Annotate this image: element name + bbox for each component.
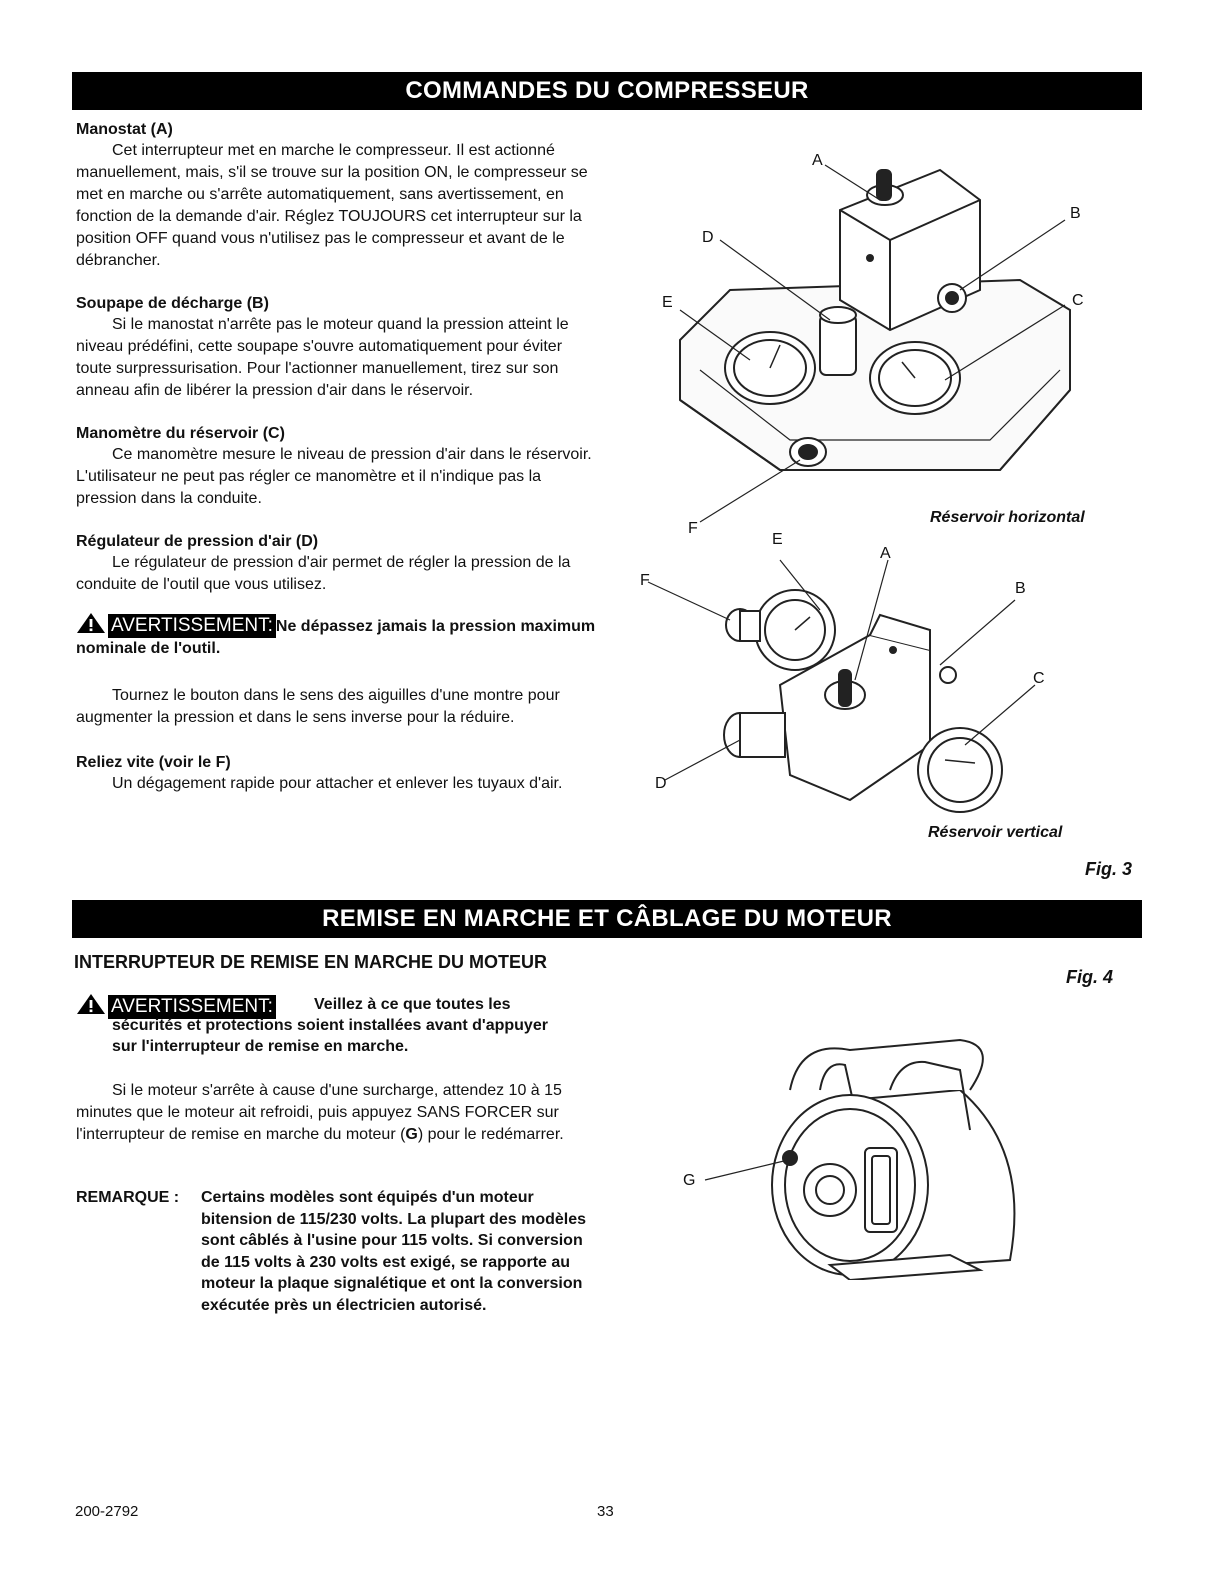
motor-callout-line <box>700 1140 800 1190</box>
motor-illustration <box>760 1030 1040 1280</box>
manostat-text: Cet interrupteur met en marche le compresseur. Il est actionné manuellement, mais, s'il se trouve sur la position ON, le compresseur se met en marche ou s'arrête automatiquement, sans avertissement, en fonction de la demande d'air. Réglez TOUJOURS cet interrupteur sur la position OFF quand vous n'utilisez pas le compresseur et avant de le débrancher. <box>76 142 588 269</box>
callout-d-horizontal: D <box>702 229 714 246</box>
page-number: 33 <box>597 1503 614 1520</box>
vertical-tank-callout-lines <box>630 540 1050 800</box>
document-number: 200-2792 <box>75 1503 139 1520</box>
tank-gauge-text: Ce manomètre mesure le niveau de pression d'air dans le réservoir. L'utilisateur ne peut pas régler ce manomètre et il n'indique pas la pression dans la conduite. <box>76 446 592 507</box>
callout-c-horizontal: C <box>1072 292 1084 309</box>
callout-d-vertical: D <box>655 775 667 792</box>
quick-connect-heading: Reliez vite (voir le F) <box>76 754 231 771</box>
callout-c-vertical: C <box>1033 670 1045 687</box>
warning-badge: AVERTISSEMENT: <box>108 614 276 638</box>
regulator-text: Le régulateur de pression d'air permet de régler la pression de la conduite de l'outil que vous utilisez. <box>76 554 571 593</box>
section-banner-motor: REMISE EN MARCHE ET CÂBLAGE DU MOTEUR <box>72 900 1142 938</box>
warning-max-pressure <box>76 612 596 659</box>
caption-vertical-tank: Réservoir vertical <box>928 824 1063 841</box>
note-label: REMARQUE : <box>76 1189 180 1206</box>
callout-a-horizontal: A <box>812 152 823 169</box>
reset-switch-subheading: INTERRUPTEUR DE REMISE EN MARCHE DU MOTEUR <box>74 952 548 972</box>
callout-e-horizontal: E <box>662 294 673 311</box>
warning-text: Ne dépassez jamais la pression maximum nominale de l'outil. <box>76 618 596 657</box>
figure-3-label: Fig. 3 <box>1085 859 1133 879</box>
tank-gauge-heading: Manomètre du réservoir (C) <box>76 425 285 442</box>
warning-safety-guards-text: Veillez à ce que toutes les sécurités et protections soient installées avant d'appuyer sur l'interrupteur de remise en marche. <box>112 996 548 1055</box>
section-banner-controls: COMMANDES DU COMPRESSEUR <box>72 72 1142 110</box>
warning-badge: AVERTISSEMENT: <box>108 995 276 1019</box>
caption-horizontal-tank: Réservoir horizontal <box>930 509 1085 526</box>
relief-valve-text: Si le manostat n'arrête pas le moteur quand la pression atteint le niveau prédéfini, cette soupape s'ouvre automatiquement pour éviter toute surpressurisation. Pour l'actionner manuellement, tirez sur son anneau afin de libérer la pression d'air dans le réservoir. <box>76 316 569 399</box>
reset-text-before: Si le moteur s'arrête à cause d'une surcharge, attendez 10 à 15 minutes que le moteur ait refroidi, puis appuyez SANS FORCER sur l'interrupteur de remise en marche du moteur ( <box>76 1082 562 1143</box>
callout-b-vertical: B <box>1015 580 1026 597</box>
callout-b-horizontal: B <box>1070 205 1081 222</box>
callout-e-vertical: E <box>772 531 783 548</box>
controls-text-column <box>76 120 596 795</box>
warning-triangle-icon <box>76 993 106 1015</box>
note-text: Certains modèles sont équipés d'un moteur bitension de 115/230 volts. La plupart des modèles sont câblés à l'usine pour 115 volts. Si conversion de 115 volts à 230 volts est exigé, se rapporte au moteur la plaque signalétique et ont la conversion exécutée près un électricien autorisé. <box>201 1189 587 1314</box>
relief-valve-heading: Soupape de décharge (B) <box>76 295 269 312</box>
callout-g: G <box>683 1172 696 1189</box>
reset-instructions <box>76 1080 596 1146</box>
callout-a-vertical: A <box>880 545 891 562</box>
callout-f-horizontal: F <box>688 520 698 537</box>
quick-connect-text: Un dégagement rapide pour attacher et enlever les tuyaux d'air. <box>112 775 563 792</box>
regulator-heading: Régulateur de pression d'air (D) <box>76 533 319 550</box>
figure-4-label: Fig. 4 <box>1066 967 1114 987</box>
knob-text: Tournez le bouton dans le sens des aiguilles d'une montre pour augmenter la pression et dans le sens inverse pour la réduire. <box>76 687 560 726</box>
warning-triangle-icon <box>76 612 106 634</box>
reset-text-after: ) pour le redémarrer. <box>417 1126 564 1143</box>
manostat-heading: Manostat (A) <box>76 121 173 138</box>
callout-f-vertical: F <box>640 572 650 589</box>
horizontal-tank-callout-lines <box>640 140 1110 540</box>
reset-text-g: G <box>405 1126 418 1143</box>
